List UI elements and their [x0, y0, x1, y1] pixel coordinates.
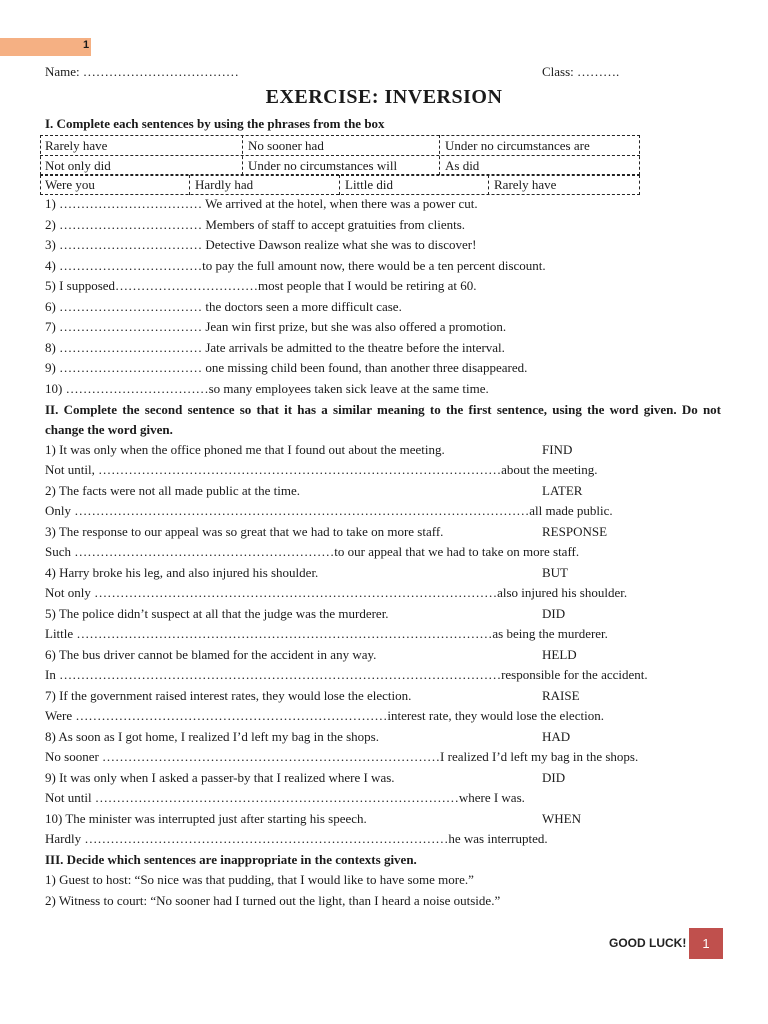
exercise2-original-10: 10) The minister was interrupted just after starting his speech. [45, 811, 367, 826]
page-tab-marker [0, 38, 91, 56]
exercise1-item-2: 2) …………………………… Members of staff to accept gratuities from clients. [45, 217, 466, 232]
exercise1-item-3: 3) …………………………… Detective Dawson realize what she was to discover! [45, 237, 477, 252]
phrase-cell: As did [445, 158, 480, 173]
class-field-line: Class: ………. [542, 64, 620, 79]
exercise2-keyword-7: RAISE [542, 688, 580, 703]
exercise2-original-5: 5) The police didn’t suspect at all that the judge was the murderer. [45, 606, 389, 621]
exercise1-item-8: 8) …………………………… Jate arrivals be admitted to the theatre before the interval. [45, 340, 505, 355]
exercise1-item-9: 9) …………………………… one missing child been found, than another three disappeared. [45, 360, 528, 375]
exercise2-rewrite-2: Only ……………………………………………………………………………………………all made public. [45, 503, 613, 518]
exercise2-keyword-5: DID [542, 606, 566, 621]
exercise2-keyword-6: HELD [542, 647, 577, 662]
exercise1-item-6: 6) …………………………… the doctors seen a more difficult case. [45, 299, 402, 314]
exercise1-item-5: 5) I supposed……………………………most people that I would be retiring at 60. [45, 278, 477, 293]
exercise2-original-3: 3) The response to our appeal was so great that we had to take on more staff. [45, 524, 444, 539]
exercise1-item-7: 7) …………………………… Jean win first prize, but she was also offered a promotion. [45, 319, 507, 334]
phrase-cell: Rarely have [494, 177, 557, 192]
phrase-cell: Rarely have [45, 138, 108, 153]
page-number-badge: 1 [689, 928, 723, 959]
exercise2-original-8: 8) As soon as I got home, I realized I’d left my bag in the shops. [45, 729, 379, 744]
exercise3-item-2: 2) Witness to court: “No sooner had I turned out the light, than I heard a noise outside.” [45, 893, 501, 908]
phrase-cell: No sooner had [248, 138, 324, 153]
phrase-cell: Under no circumstances will [248, 158, 398, 173]
exercise2-rewrite-6: In …………………………………………………………………………………………responsible for the accident. [45, 667, 648, 682]
phrase-cell: Little did [345, 177, 394, 192]
exercise2-rewrite-1: Not until, …………………………………………………………………………………about the meeting. [45, 462, 598, 477]
exercise2-keyword-2: LATER [542, 483, 583, 498]
tab-number: 1 [83, 39, 90, 51]
exercise2-original-6: 6) The bus driver cannot be blamed for the accident in any way. [45, 647, 377, 662]
exercise3-item-1: 1) Guest to host: “So nice was that pudding, that I would like to have some more.” [45, 872, 474, 887]
phrase-cell: Hardly had [195, 177, 254, 192]
name-field-line: Name: ……………………………… [45, 64, 239, 79]
exercise2-rewrite-9: Not until …………………………………………………………………………where I was. [45, 790, 525, 805]
exercise2-rewrite-3: Such ……………………………………………………to our appeal that we had to take on more staff. [45, 544, 580, 559]
exercise2-keyword-10: WHEN [542, 811, 581, 826]
page-title: EXERCISE: INVERSION [265, 86, 503, 108]
exercise2-keyword-9: DID [542, 770, 566, 785]
exercise2-rewrite-5: Little ……………………………………………………………………………………as being the murderer. [45, 626, 608, 641]
exercise2-original-2: 2) The facts were not all made public at the time. [45, 483, 300, 498]
phrase-cell: Under no circumstances are [445, 138, 590, 153]
good-luck-text: GOOD LUCK! [609, 936, 687, 950]
exercise2-original-4: 4) Harry broke his leg, and also injured his shoulder. [45, 565, 319, 580]
phrase-cell: Not only did [45, 158, 111, 173]
exercise2-original-7: 7) If the government raised interest rates, they would lose the election. [45, 688, 412, 703]
exercise2-keyword-3: RESPONSE [542, 524, 608, 539]
phrase-cell: Were you [45, 177, 95, 192]
section1-heading: I. Complete each sentences by using the phrases from the box [45, 116, 385, 131]
exercise2-keyword-1: FIND [542, 442, 573, 457]
exercise2-rewrite-8: No sooner ……………………………………………………………………I realized I’d left my bag in the shops. [45, 749, 639, 764]
exercise2-keyword-4: BUT [542, 565, 568, 580]
exercise2-original-9: 9) It was only when I asked a passer-by that I realized where I was. [45, 770, 395, 785]
exercise2-rewrite-7: Were ………………………………………………………………interest rate, they would lose the election. [45, 708, 604, 723]
exercise2-rewrite-4: Not only …………………………………………………………………………………also injured his shoulder. [45, 585, 628, 600]
exercise2-original-1: 1) It was only when the office phoned me that I found out about the meeting. [45, 442, 445, 457]
exercise1-item-10: 10) ……………………………so many employees taken sick leave at the same time. [45, 381, 489, 396]
exercise1-item-1: 1) …………………………… We arrived at the hotel, when there was a power cut. [45, 196, 478, 211]
section3-heading: III. Decide which sentences are inappropriate in the contexts given. [45, 852, 417, 867]
section2-heading: II. Complete the second sentence so that it has a similar meaning to the first sentence, using the word given. Do not change the word given. [45, 402, 721, 437]
exercise2-rewrite-10: Hardly …………………………………………………………………………he was interrupted. [45, 831, 548, 846]
exercise1-item-4: 4) ……………………………to pay the full amount now, there would be a ten percent discount. [45, 258, 546, 273]
exercise2-keyword-8: HAD [542, 729, 571, 744]
